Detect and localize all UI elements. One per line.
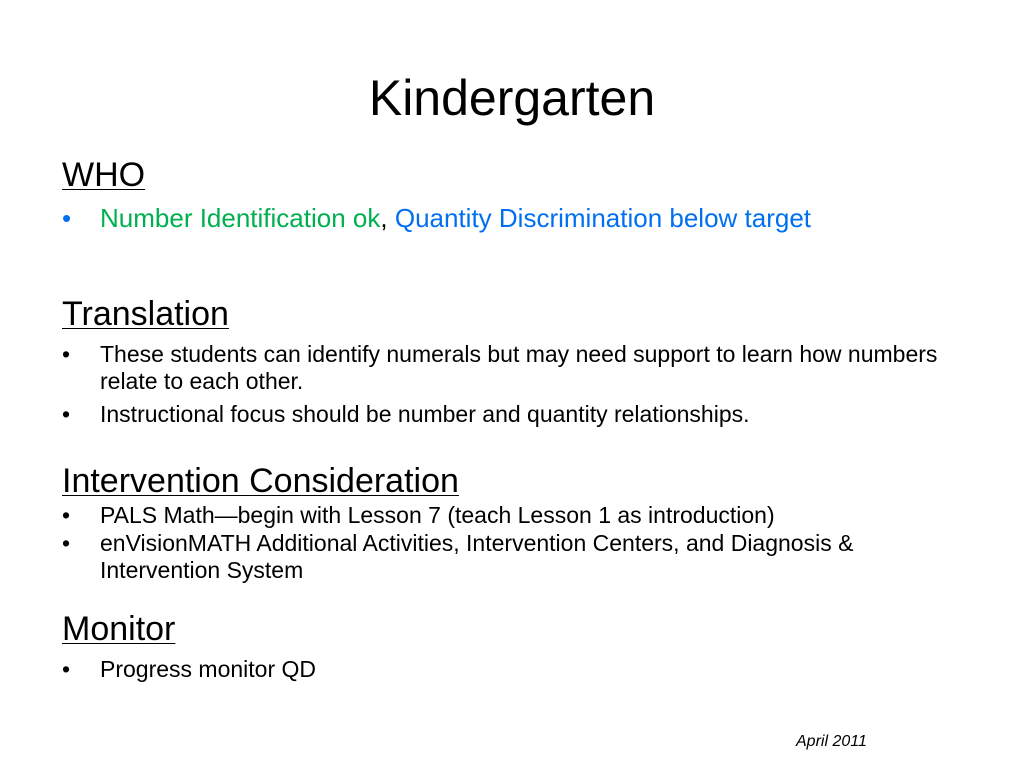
bullet-icon: • — [62, 341, 71, 367]
list-item — [62, 341, 962, 395]
bullet-icon: • — [62, 530, 71, 556]
list-item — [62, 656, 962, 683]
list-item — [62, 202, 952, 235]
bullet-icon: • — [62, 401, 71, 427]
list-item — [62, 502, 922, 529]
intervention-item-text: enVisionMATH Additional Activities, Intervention Centers, and Diagnosis & Intervention System — [100, 530, 854, 583]
intervention-item-text: PALS Math—begin with Lesson 7 (teach Lesson 1 as introduction) — [100, 502, 775, 528]
translation-heading: Translation — [62, 295, 229, 333]
intervention-heading: Intervention Consideration — [62, 462, 459, 500]
who-heading: WHO — [62, 156, 146, 194]
monitor-list — [62, 656, 962, 683]
bullet-icon: • — [62, 203, 72, 233]
number-identification-text: Number Identification ok — [100, 203, 381, 233]
separator-text: , — [380, 203, 388, 233]
bullet-icon: • — [62, 656, 71, 682]
intervention-list — [62, 502, 922, 584]
monitor-item-text: Progress monitor QD — [100, 656, 317, 682]
footer-date: April 2011 — [796, 733, 867, 750]
slide-title: Kindergarten — [368, 70, 656, 126]
translation-item-text: These students can identify numerals but may need support to learn how numbers relate to each other. — [100, 341, 938, 394]
who-list — [62, 202, 952, 235]
bullet-icon: • — [62, 502, 71, 528]
monitor-heading: Monitor — [62, 610, 176, 648]
translation-list — [62, 341, 962, 428]
list-item — [62, 401, 962, 428]
list-item — [62, 530, 922, 584]
translation-item-text: Instructional focus should be number and quantity relationships. — [100, 401, 750, 427]
quantity-discrimination-text: Quantity Discrimination below target — [394, 203, 812, 233]
